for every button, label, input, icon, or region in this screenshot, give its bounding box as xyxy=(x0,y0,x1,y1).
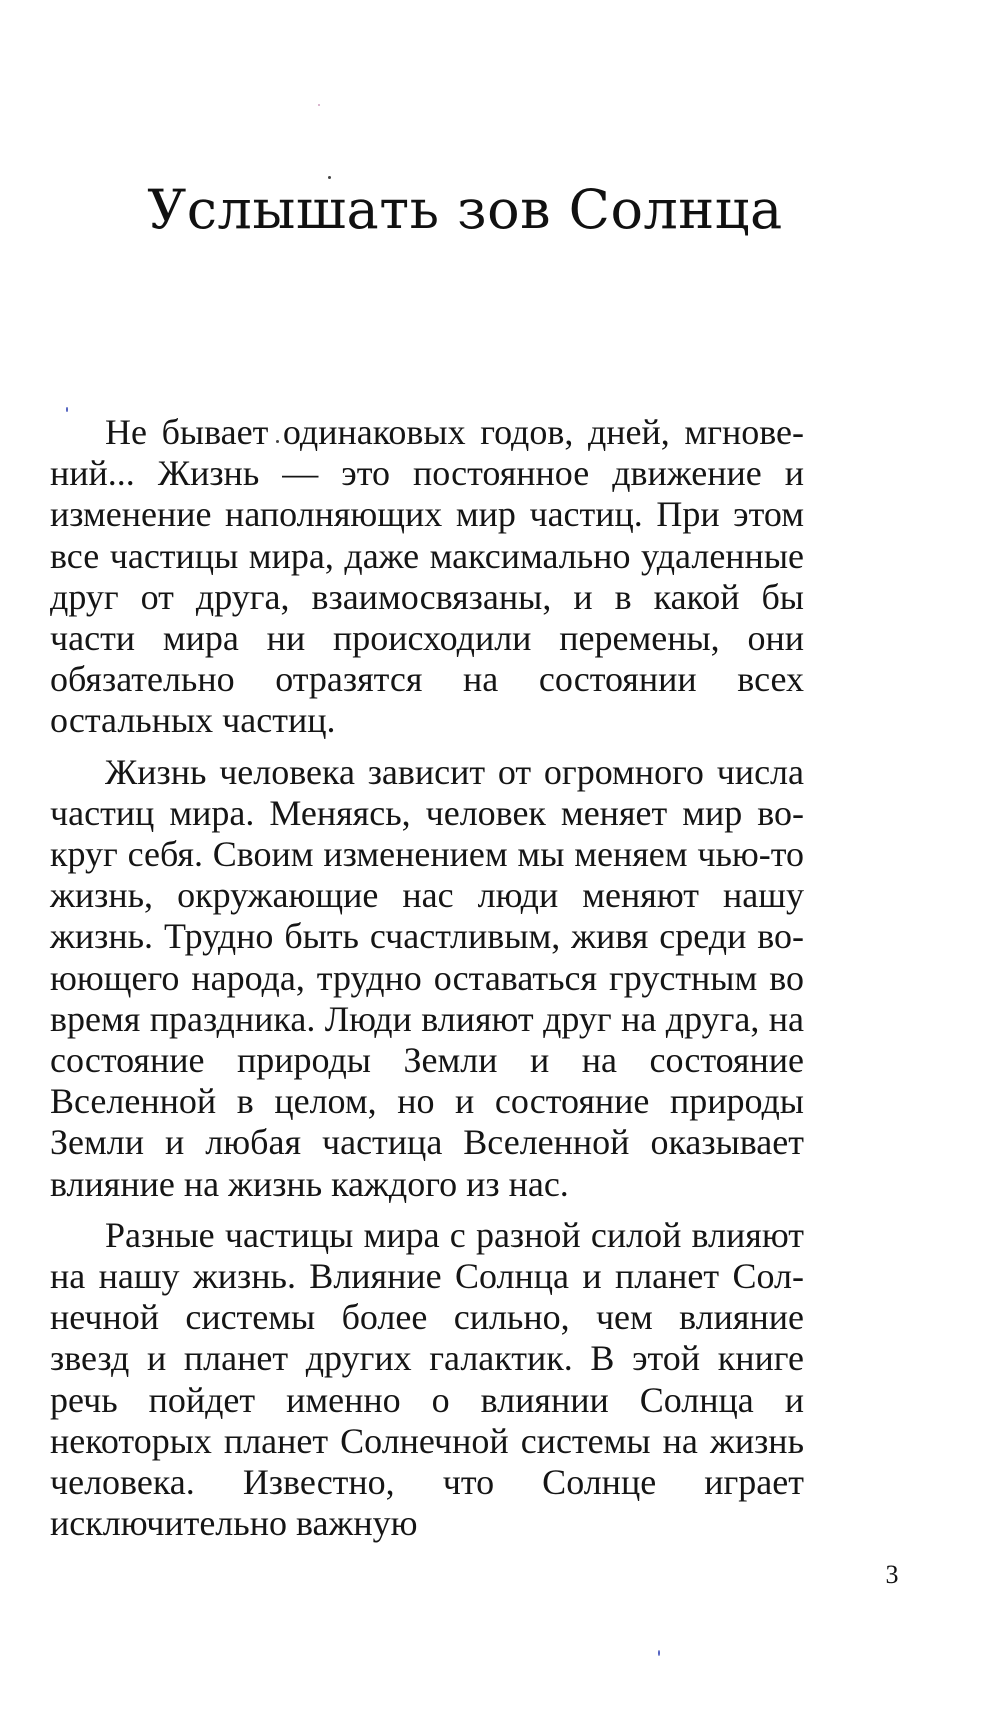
paragraph-1: Не бывает одинаковых годов, дней, мгновений... Жизнь — это постоянное движение и изменение наполняющих мир частиц. При этом все частицы мира, даже максимально удаленные друг от друга, взаимосвязаны, и в какой бы части мира ни происходили перемены, они обязательно отразятся на состоянии всех остальных частиц. xyxy=(50,412,804,741)
ink-speck xyxy=(318,104,320,106)
body-text xyxy=(50,412,804,1554)
ink-speck xyxy=(658,1650,660,1656)
paragraph-2: Жизнь человека зависит от огромного числа частиц мира. Меняясь, человек меняет мир вокруг себя. Своим изменением мы меняем чью-то жизнь, окружающие нас люди меняют нашу жизнь. Трудно быть счастливым, живя среди воюющего народа, трудно оставаться грустным во время праздника. Люди влияют друг на друга, на состояние природы Земли и на состояние Вселенной в целом, но и состояние природы Земли и любая частица Вселенной оказывает влияние на жизнь каждого из нас. xyxy=(50,751,804,1204)
page-number: 3 xyxy=(885,1560,899,1589)
chapter-title: Услышать зов Солнца xyxy=(147,178,783,241)
paragraph-3: Разные частицы мира с разной силой влияют на нашу жизнь. Влияние Солнца и планет Солнечной системы более сильно, чем влияние звезд и планет других галактик. В этой книге речь пойдет именно о влиянии Солнца и некоторых планет Солнечной системы на жизнь человека. Известно, что Солнце играет исключительно важную xyxy=(50,1214,804,1544)
